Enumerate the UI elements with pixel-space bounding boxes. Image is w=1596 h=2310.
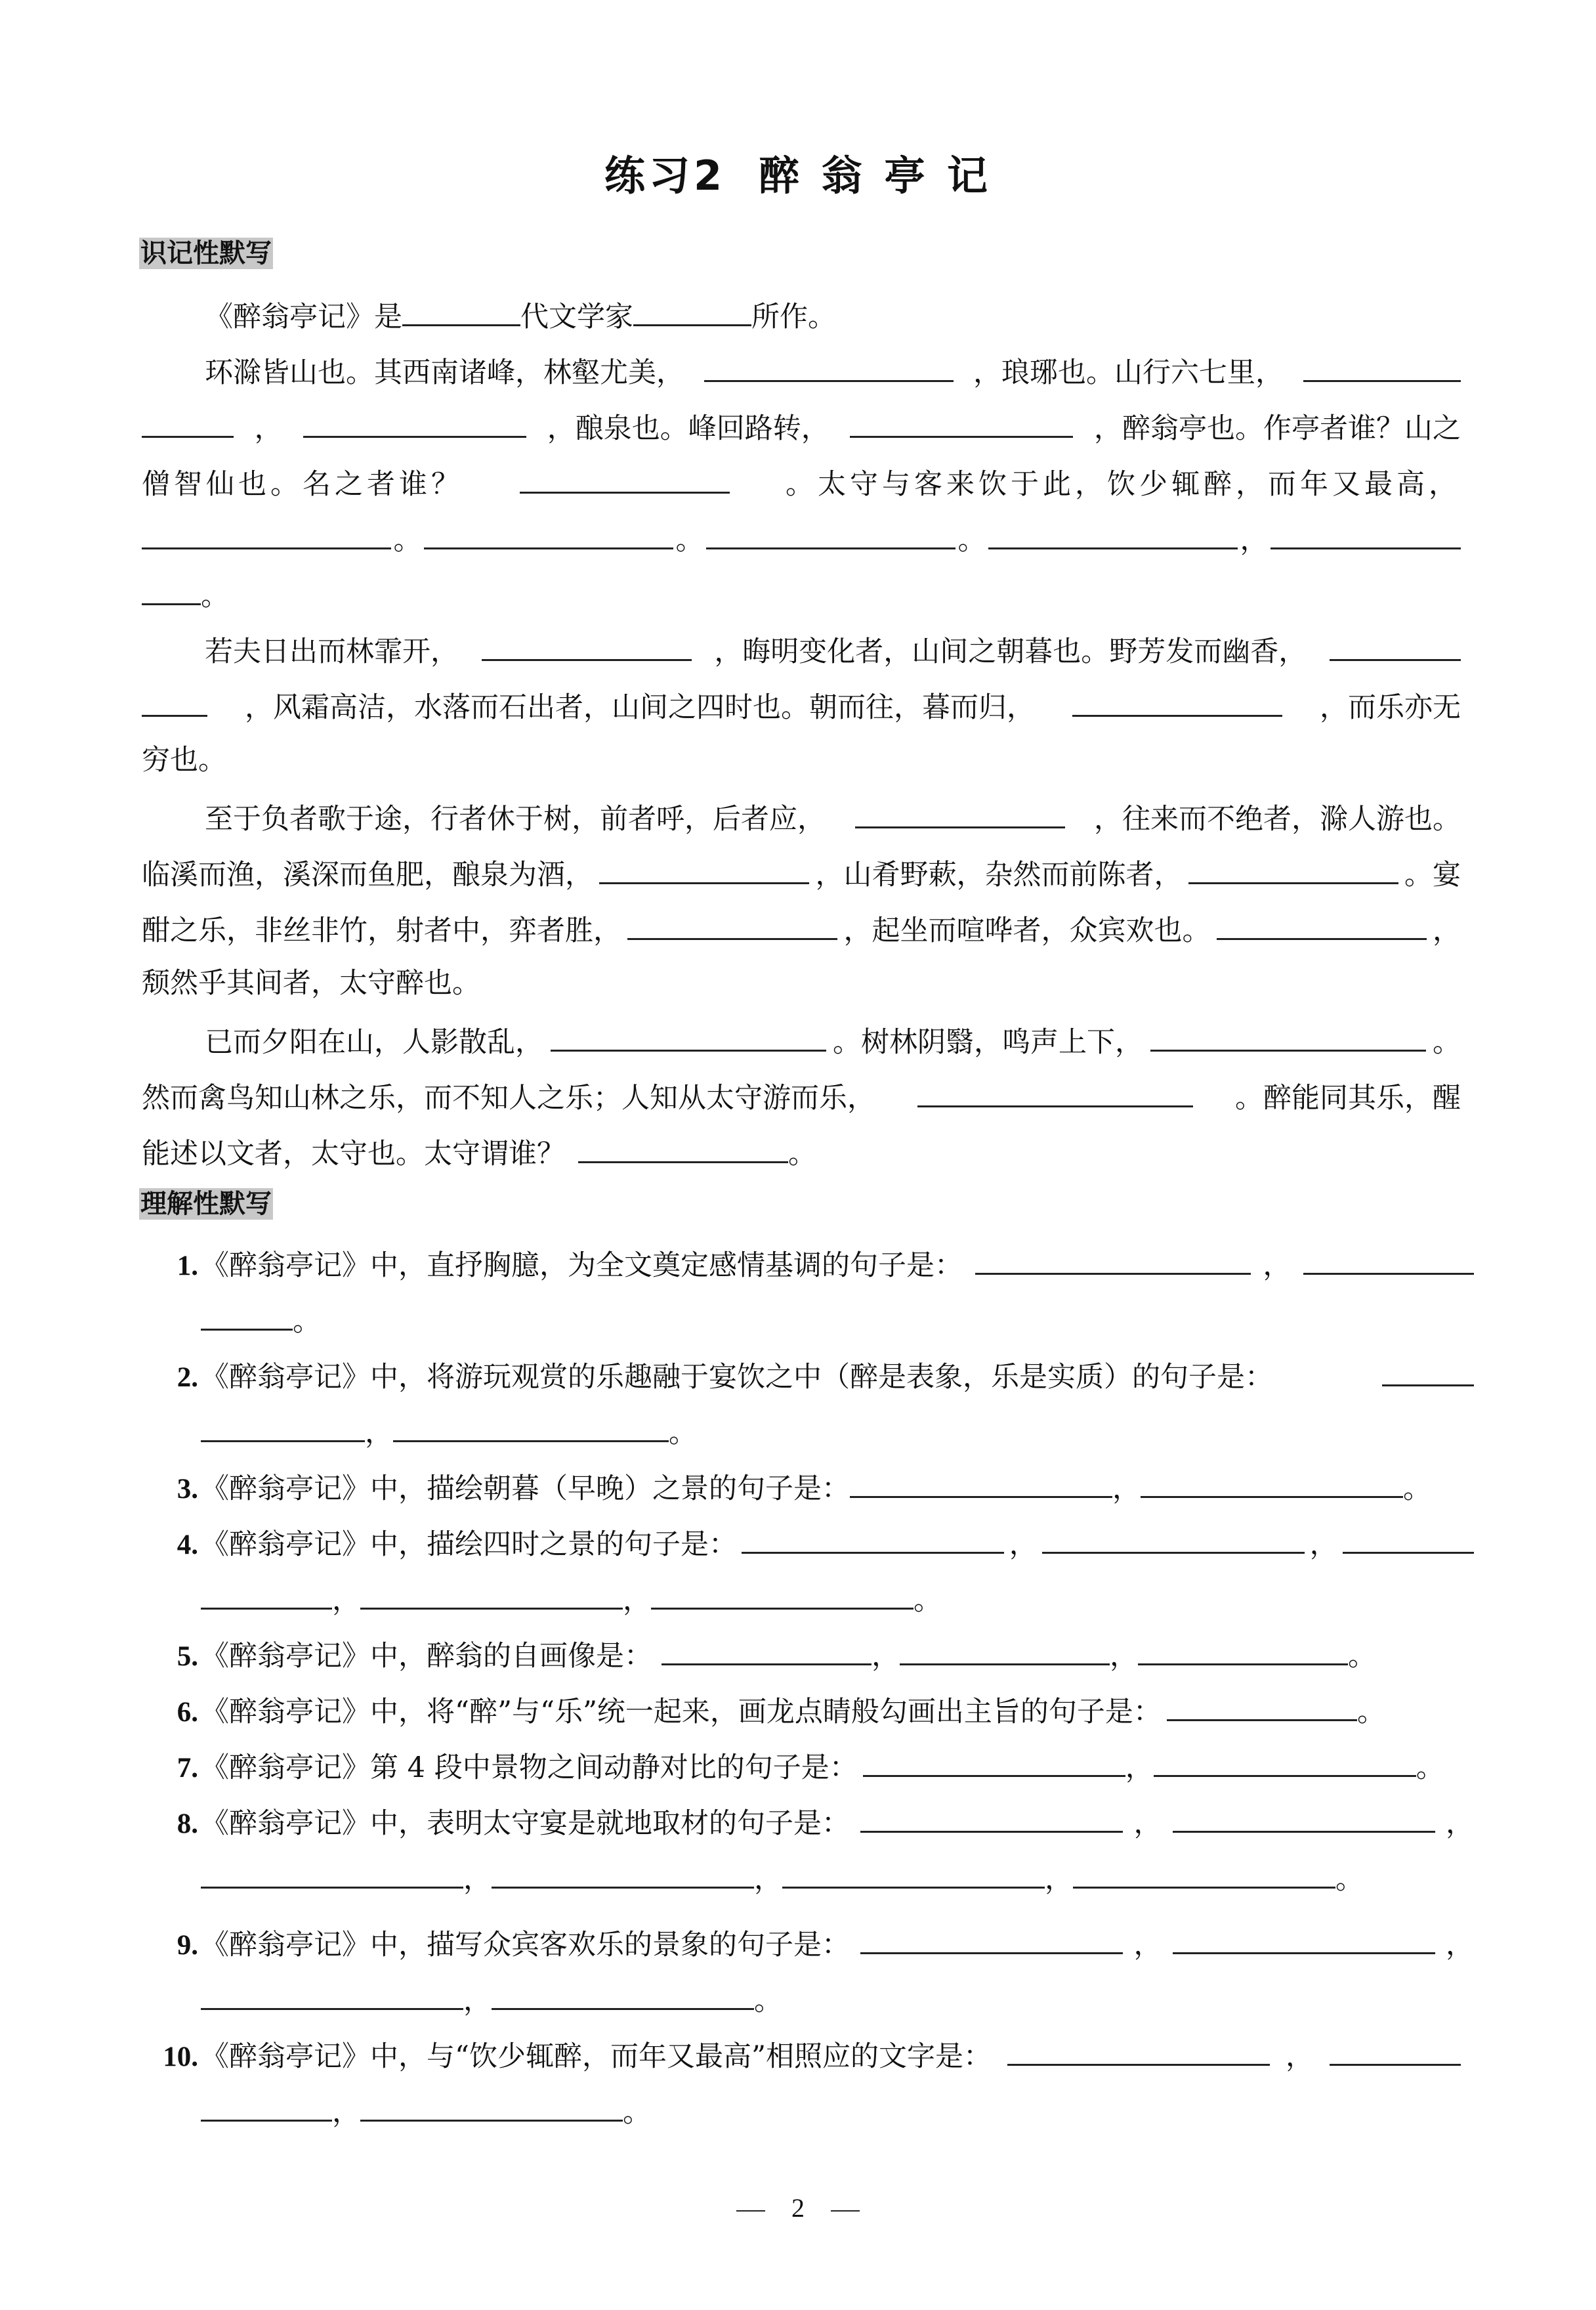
answer-blank[interactable] [142,573,201,605]
recall-line [142,1075,1461,1115]
question-9-cont [201,1978,1461,2017]
answer-blank[interactable] [599,852,809,884]
answer-blank[interactable] [492,1978,754,2010]
answer-blank[interactable] [142,517,391,549]
answer-blank[interactable] [1270,517,1461,549]
answer-blank[interactable] [520,461,730,494]
question-number: 5. [177,1641,198,1672]
text-segment: ， [254,412,283,445]
separator: ， [1110,1640,1138,1673]
recall-line [142,461,1461,501]
question-10 [142,2034,1461,2073]
question-text: 《醉翁亭记》中，表明太守宴是就地取材的句子是： [201,1807,850,1840]
recall-line [142,1131,1461,1170]
recall-line [142,573,1461,612]
text-segment: 穷也。 [142,744,226,777]
text-segment: 若夫日出而林霏开， [205,635,459,668]
question-text: 《醉翁亭记》中，描绘朝暮（早晚）之景的句子是： [201,1472,850,1505]
separator: ， [872,1640,900,1673]
question-5 [155,1633,1474,1673]
question-text: 《醉翁亭记》中，将游玩观赏的乐趣融于宴饮之中（醉是表象，乐是实质）的句子是： [201,1361,1273,1394]
separator: 。 [1348,1640,1376,1673]
answer-blank[interactable] [782,1856,1045,1889]
answer-blank[interactable] [201,1298,293,1331]
recall-line [205,629,1461,668]
recall-line [142,852,1461,891]
separator: 。 [669,1417,697,1449]
question-text: 《醉翁亭记》第 4 段中景物之间动静对比的句子是： [201,1751,858,1784]
text-segment: ，琅琊也。山行六七里， [973,356,1284,389]
text-segment: 。树林阴翳，鸣声上下， [833,1026,1143,1059]
question-number: 8. [177,1808,198,1839]
answer-blank[interactable] [855,796,1065,828]
recall-line [142,740,1461,780]
separator: ， [332,2096,360,2129]
question-10-cont [201,2089,1461,2129]
separator: 。 [1356,1696,1385,1728]
answer-blank[interactable] [860,1922,1123,1954]
answer-blank[interactable] [1150,1019,1426,1052]
answer-blank[interactable] [917,1075,1193,1107]
footer-dash [831,2210,860,2212]
text-segment: 。 [393,524,422,557]
text-segment: 酣之乐，非丝非竹，射者中，弈者胜， [142,914,621,947]
answer-blank[interactable] [975,1243,1251,1275]
answer-blank[interactable] [1042,1522,1305,1554]
text-segment: ，而乐亦无 [1320,691,1461,724]
separator: 。 [1403,1472,1431,1505]
answer-blank[interactable] [706,517,956,549]
recall-line [142,406,1461,445]
text-segment: 。 [1433,1026,1461,1059]
answer-blank[interactable] [1073,1856,1335,1889]
recall-line [205,796,1461,836]
question-8-cont [201,1856,1461,1896]
question-number: 10. [163,2042,198,2072]
recall-line [205,1019,1461,1059]
text-segment: 。 [675,524,704,557]
separator: 。 [1335,1863,1364,1896]
answer-blank[interactable] [1217,908,1427,940]
question-text: 《醉翁亭记》中，描绘四时之景的句子是： [201,1528,737,1561]
separator: ， [463,1863,492,1896]
question-number: 6. [177,1697,198,1728]
answer-blank[interactable] [1167,1689,1357,1721]
text-segment: ，醉翁亭也。作亭者谁？山之 [1093,412,1461,445]
question-1 [155,1243,1474,1282]
separator: 。 [293,1305,321,1338]
question-number: 2. [177,1362,198,1393]
answer-blank[interactable] [863,1745,1125,1777]
separator: ， [1133,1929,1162,1961]
text-segment: 代文学家 [520,301,633,333]
text-segment: 《醉翁亭记》是 [205,301,402,333]
answer-blank[interactable] [360,1577,623,1610]
page-title [0,143,1596,202]
answer-blank[interactable] [1303,350,1461,382]
answer-blank[interactable] [492,1856,754,1889]
answer-blank[interactable] [402,294,520,326]
separator: 。 [623,2096,651,2129]
answer-blank[interactable] [850,1466,1112,1498]
question-number: 3. [177,1474,198,1505]
text-segment: 。太守与客来饮于此，饮少辄醉，而年又最高， [786,468,1461,501]
separator: ， [1263,1249,1292,1282]
separator: 。 [914,1584,942,1617]
answer-blank[interactable] [860,1801,1123,1833]
text-segment: 临溪而渔，溪深而鱼肥，酿泉为酒， [142,859,593,891]
separator: 。 [754,1984,782,2017]
answer-blank[interactable] [393,1410,669,1442]
answer-blank[interactable] [1330,2034,1461,2066]
question-number: 9. [177,1930,198,1961]
separator: ， [1125,1751,1154,1784]
question-6 [155,1689,1474,1728]
text-segment: 至于负者歌于途，行者休于树，前者呼，后者应， [205,803,826,836]
question-2 [155,1354,1474,1394]
answer-blank[interactable] [742,1522,1004,1554]
text-segment: 环滁皆山也。其西南诸峰，林壑尤美， [205,356,684,389]
answer-blank[interactable] [704,350,954,382]
title-prefix: 练习2 [604,152,726,200]
separator: ， [754,1863,782,1896]
text-segment: 颓然乎其间者，太守醉也。 [142,967,480,1000]
question-number: 4. [177,1529,198,1560]
answer-blank[interactable] [988,517,1238,549]
answer-blank[interactable] [360,2089,623,2122]
answer-blank[interactable] [201,1577,332,1610]
text-segment: 。 [957,524,986,557]
answer-blank[interactable] [303,406,526,438]
recall-line [205,350,1461,389]
separator: ， [1045,1863,1073,1896]
separator: ， [1009,1528,1038,1561]
answer-blank[interactable] [662,1633,872,1665]
question-text: 《醉翁亭记》中，描写众宾客欢乐的景象的句子是： [201,1929,850,1961]
question-7 [155,1745,1474,1784]
answer-blank[interactable] [201,1978,463,2010]
title-main: 醉 翁 亭 记 [759,152,992,200]
footer-dash [736,2210,765,2212]
separator: ， [365,1417,393,1449]
text-segment: ， [1433,914,1461,947]
question-4 [155,1522,1474,1561]
answer-blank[interactable] [551,1019,826,1052]
answer-blank[interactable] [1138,1633,1348,1665]
text-segment: ，起坐而喧哗者，众宾欢也。 [843,914,1211,947]
separator: ， [1446,1807,1474,1840]
answer-blank[interactable] [1154,1745,1416,1777]
answer-blank[interactable] [201,1856,463,1889]
answer-blank[interactable] [633,294,751,326]
answer-blank[interactable] [1188,852,1398,884]
answer-blank[interactable] [201,2089,332,2122]
page-footer [0,2192,1596,2223]
separator: 。 [1416,1751,1444,1784]
question-9 [155,1922,1474,1961]
answer-blank[interactable] [1303,1243,1474,1275]
answer-blank[interactable] [201,1410,365,1442]
text-segment: ，往来而不绝者，滁人游也。 [1094,803,1461,836]
question-2-cont [201,1410,1461,1449]
separator: ， [1112,1472,1141,1505]
answer-blank[interactable] [482,629,692,661]
answer-blank[interactable] [1173,1801,1435,1833]
answer-blank[interactable] [1141,1466,1403,1498]
separator: ， [1309,1528,1338,1561]
question-text: 《醉翁亭记》中，直抒胸臆，为全文奠定感情基调的句子是： [201,1249,963,1282]
separator: ， [332,1584,360,1617]
question-text: 《醉翁亭记》中，醉翁的自画像是： [201,1640,652,1673]
recall-line [205,294,1461,333]
question-3 [155,1466,1474,1505]
separator: ， [463,1984,492,2017]
answer-blank[interactable] [1072,685,1282,717]
answer-blank[interactable] [627,908,837,940]
answer-blank[interactable] [1330,629,1461,661]
text-segment: 然而禽鸟知山林之乐，而不知人之乐；人知从太守游而乐， [142,1082,875,1115]
question-1-cont [201,1298,1461,1338]
recall-line [142,908,1461,947]
text-segment: 能述以文者，太守也。太守谓谁？ [142,1138,565,1170]
separator: ， [1285,2040,1314,2073]
answer-blank[interactable] [578,1131,788,1163]
text-segment: ，山肴野蔌，杂然而前陈者， [815,859,1183,891]
answer-blank[interactable] [1173,1922,1435,1954]
answer-blank[interactable] [900,1633,1110,1665]
question-text: 《醉翁亭记》中，将“醉”与“乐”统一起来，画龙点睛般勾画出主旨的句子是： [201,1696,1162,1728]
text-segment: ，风霜高洁，水落而石出者，山间之四时也。朝而往，暮而归， [245,691,1035,724]
text-segment: 僧智仙也。名之者谁？ [142,468,463,501]
text-segment: 。宴 [1404,859,1461,891]
answer-blank[interactable] [142,406,234,438]
recall-line [142,685,1461,724]
answer-blank[interactable] [1382,1354,1474,1386]
recall-line [142,517,1461,557]
answer-blank[interactable] [850,406,1073,438]
question-text: 《醉翁亭记》中，与“饮少辄醉，而年又最高”相照应的文字是： [201,2040,992,2073]
recall-line [142,964,1461,1003]
question-4-cont [201,1577,1461,1617]
answer-blank[interactable] [1007,2034,1270,2066]
text-segment: 。 [788,1138,816,1170]
question-number: 7. [177,1753,198,1784]
separator: ， [1446,1929,1474,1961]
section-header-comprehension: 理解性默写 [140,1189,272,1219]
answer-blank[interactable] [424,517,673,549]
answer-blank[interactable] [1343,1522,1474,1554]
text-segment: ，晦明变化者，山间之朝暮也。野芳发而幽香， [714,635,1307,668]
text-segment: ， [1240,524,1269,557]
separator: ， [623,1584,651,1617]
answer-blank[interactable] [142,685,207,717]
text-segment: 。醉能同其乐，醒 [1235,1082,1461,1115]
section-header-recall: 识记性默写 [140,238,272,268]
page-number: 2 [791,2193,805,2223]
text-segment: 所作。 [751,301,836,333]
text-segment: 。 [201,580,229,612]
question-number: 1. [177,1251,198,1281]
question-8 [155,1801,1474,1840]
separator: ， [1133,1807,1162,1840]
text-segment: ，酿泉也。峰回路转， [547,412,830,445]
answer-blank[interactable] [651,1577,914,1610]
text-segment: 已而夕阳在山，人影散乱， [205,1026,543,1059]
